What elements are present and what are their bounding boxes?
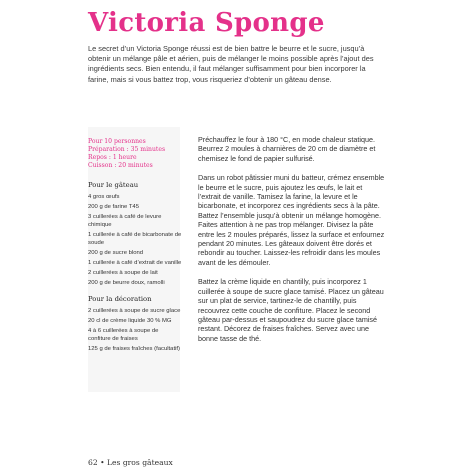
- list-item: 200 g de sucre blond: [88, 250, 144, 257]
- list-item: 2 cuillerées à soupe de sucre glace: [88, 308, 181, 314]
- recipe-meta: [88, 138, 180, 170]
- instruction-step: Battez la crème liquide en chantilly, puis incorporez 1 cuillerée à soupe de sucre glace tamisé. Placez un gâteau sur un plat de service, tartinez-le de chantilly, puis recouvrez cette couche de confiture. Placez le second gâteau par-dessus et saupoudrez du sucre glace tamisé restant. Décorez de fraises fraîches. Servez avec une bonne tasse de thé.: [198, 277, 384, 343]
- list-item: 125 g de fraises fraîches (facultatif): [88, 346, 181, 353]
- list-item: 200 g de farine T45: [88, 203, 139, 210]
- cook-time: Cuisson : 20 minutes: [88, 161, 153, 169]
- intro-paragraph: Le secret d’un Victoria Sponge réussi est de bien battre le beurre et le sucre, jusqu’à obtenir un mélange pâle et aérien, puis de mélanger le moins possible après l’ajout des ingrédients secs. Bien entendu, il faut mélanger suffisamment pour bien incorporer la farine, mais si vous battez trop, vous risqueriez d’obtenir un gâteau dense.: [88, 44, 374, 84]
- instruction-step: Dans un robot pâtissier muni du batteur, crémez ensemble le beurre et le sucre, puis ajoutez les œufs, le lait et l’extrait de vanille. Tamisez la farine, la levure et le bicarbonate, et incorporez ces ingrédients secs à la pâte. Battez l’ensemble jusqu’à obtenir un mélange homogène. Faites attention à ne pas trop mélanger. Divisez la pâte entre les 2 moules préparés, lissez la surface et enfournez pendant 20 minutes. Les gâteaux doivent être dorés et rebondir au toucher. Laissez-les refroidir dans les moules avant de les démouler.: [198, 173, 385, 267]
- instruction-step: Préchauffez le four à 180 °C, en mode chaleur statique. Beurrez 2 moules à charnières de 20 cm de diamètre et chemisez le fond de papier sulfurisé.: [198, 135, 376, 163]
- instructions: [198, 135, 386, 353]
- list-item: 200 g de beurre doux, ramolli: [88, 280, 165, 287]
- recipe-title: Victoria Sponge: [88, 8, 325, 38]
- cake-ingredients-list: [88, 193, 182, 289]
- list-item: 1 cuillerée à café d’extrait de vanille: [88, 260, 182, 267]
- list-item: 3 cuillerées à café de levure chimique: [88, 213, 162, 229]
- list-item: 20 cl de crème liquide 30 % MG: [88, 317, 172, 324]
- prep-time: Préparation : 35 minutes: [88, 145, 166, 153]
- cake-ingredients-heading: Pour le gâteau: [88, 181, 139, 189]
- rest-time: Repos : 1 heure: [88, 153, 137, 161]
- list-item: 2 cuillerées à soupe de lait: [88, 270, 158, 277]
- page-footer: 62 • Les gros gâteaux: [88, 458, 173, 467]
- list-item: 1 cuillerée à café de bicarbonate de soude: [88, 232, 182, 247]
- list-item: 4 gros œufs: [88, 194, 120, 200]
- list-item: 4 à 6 cuillerées à soupe de confiture de fraises: [88, 327, 159, 343]
- decoration-ingredients-heading: Pour la décoration: [88, 295, 152, 303]
- servings: Pour 10 personnes: [88, 138, 146, 145]
- decoration-ingredients-list: [88, 307, 182, 355]
